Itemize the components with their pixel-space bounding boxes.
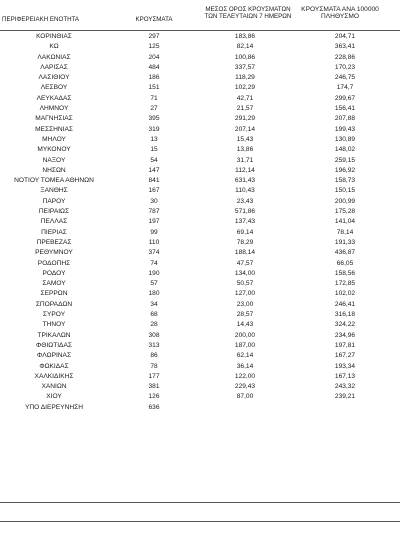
cell-region: ΡΟΔΟΥ [42, 269, 66, 277]
table-row [0, 156, 400, 166]
cell-region: ΣΕΡΡΩΝ [40, 290, 68, 298]
cell-region: ΤΡΙΚΑΛΩΝ [37, 331, 71, 339]
cell-seven-day-average: 110,43 [235, 187, 255, 195]
cell-seven-day-average: 36,14 [236, 362, 254, 370]
cell-cases: 27 [150, 105, 158, 113]
cell-region: ΠΕΙΡΑΙΩΣ [38, 208, 70, 216]
cell-per-100000: 228,86 [334, 53, 356, 61]
cell-seven-day-average: 188,14 [234, 249, 256, 257]
cell-cases: 177 [148, 372, 160, 380]
cell-per-100000: 246,41 [334, 300, 356, 308]
cell-cases: 54 [150, 156, 158, 164]
table-row [0, 207, 400, 217]
cell-per-100000: 167,27 [334, 352, 356, 360]
cell-seven-day-average: 23,00 [236, 300, 254, 308]
cell-seven-day-average: 127,00 [234, 290, 256, 298]
cell-region: ΛΑΣΙΘΙΟΥ [38, 74, 70, 82]
cell-region: ΚΟΡΙΝΘΙΑΣ [36, 33, 72, 40]
cell-region: ΜΕΣΣΗΝΙΑΣ [35, 125, 73, 133]
cell-cases: 30 [150, 197, 158, 205]
cell-region: ΠΕΛΛΑΣ [40, 218, 68, 226]
cell-seven-day-average: 118,29 [235, 74, 255, 82]
table-row [0, 320, 400, 330]
cell-cases: 787 [148, 208, 160, 216]
cell-seven-day-average: 100,86 [234, 53, 256, 61]
cell-per-100000: 175,28 [334, 208, 356, 216]
cell-region: ΛΑΡΙΣΑΣ [40, 63, 68, 71]
header-region: ΠΕΡΙΦΕΡΕΙΑΚΗ ΕΝΟΤΗΤΑ [2, 16, 80, 23]
cell-cases: 484 [148, 63, 160, 71]
cell-region: ΦΛΩΡΙΝΑΣ [36, 352, 72, 360]
table-row [0, 351, 400, 361]
table-row [0, 269, 400, 279]
cell-cases: 78 [150, 362, 158, 370]
cell-per-100000: 141,04 [334, 218, 356, 226]
cell-region: ΧΑΝΙΩΝ [41, 383, 67, 391]
cell-cases: 297 [148, 33, 160, 40]
table-row [0, 289, 400, 299]
cell-per-100000: 167,13 [334, 372, 356, 380]
table-row [0, 362, 400, 372]
cell-seven-day-average: 134,00 [234, 269, 256, 277]
cell-cases: 167 [148, 187, 160, 195]
cell-cases: 190 [148, 269, 160, 277]
cell-cases: 395 [148, 115, 160, 123]
cell-per-100000: 246,75 [334, 74, 356, 82]
table-row [0, 259, 400, 269]
cell-seven-day-average: 62,14 [236, 352, 254, 360]
table-row [0, 125, 400, 135]
cell-seven-day-average: 112,14 [235, 166, 255, 174]
cell-seven-day-average: 15,43 [236, 135, 254, 143]
cell-seven-day-average: 291,29 [234, 115, 256, 123]
cell-cases: 180 [148, 290, 160, 298]
table-row [0, 310, 400, 320]
cell-seven-day-average: 122,00 [234, 372, 256, 380]
cell-cases: 86 [150, 352, 158, 360]
cell-per-100000: 130,89 [334, 135, 356, 143]
cell-region: ΦΩΚΙΔΑΣ [39, 362, 69, 370]
table-row [0, 331, 400, 341]
cell-region: ΥΠΟ ΔΙΕΡΕΥΝΗΣΗ [25, 403, 83, 411]
table-row [0, 94, 400, 104]
table-row [0, 228, 400, 238]
cell-per-100000: 172,85 [334, 280, 356, 288]
cell-per-100000: 78,14 [336, 228, 354, 236]
cell-region: ΦΘΙΩΤΙΔΑΣ [36, 341, 72, 349]
table-row [0, 197, 400, 207]
cell-cases: 99 [150, 228, 158, 236]
cell-region: ΝΟΤΙΟΥ ΤΟΜΕΑ ΑΘΗΝΩΝ [14, 177, 94, 185]
cell-region: ΜΥΚΟΝΟΥ [37, 146, 71, 154]
cell-per-100000: 363,41 [334, 43, 356, 51]
cell-region: ΛΑΚΩΝΙΑΣ [37, 53, 71, 61]
table-row [0, 73, 400, 83]
header-per-line1: ΚΡΟΥΣΜΑΤΑ ΑΝΑ 100000 [301, 6, 379, 13]
header-per-100000 [290, 6, 390, 21]
cell-per-100000: 156,41 [334, 105, 356, 113]
cell-seven-day-average: 571,86 [234, 208, 256, 216]
cell-region: ΛΗΜΝΟΥ [39, 105, 69, 113]
header-avg-line1: ΜΕΣΟΣ ΟΡΟΣ ΚΡΟΥΣΜΑΤΩΝ [205, 6, 291, 13]
table-row [0, 279, 400, 289]
cell-seven-day-average: 42,71 [236, 94, 254, 102]
cell-per-100000: 200,99 [334, 197, 356, 205]
cell-cases: 186 [148, 74, 160, 82]
cell-region: ΞΑΝΘΗΣ [40, 187, 68, 195]
cell-region: ΣΠΟΡΑΔΩΝ [35, 300, 73, 308]
cell-seven-day-average: 87,00 [236, 393, 254, 401]
cell-per-100000: 170,23 [334, 63, 356, 71]
cell-per-100000: 66,05 [336, 259, 354, 267]
cell-region: ΛΕΣΒΟΥ [40, 84, 68, 92]
cell-cases: 126 [148, 393, 160, 401]
cell-per-100000: 316,18 [334, 311, 356, 319]
cell-region: ΜΗΛΟΥ [42, 135, 66, 143]
cell-cases: 110 [148, 238, 160, 246]
cell-seven-day-average: 28,57 [236, 311, 254, 319]
cell-seven-day-average: 102,29 [234, 84, 256, 92]
cell-cases: 313 [148, 341, 160, 349]
cell-cases: 34 [150, 300, 158, 308]
cell-per-100000: 234,96 [334, 331, 356, 339]
cell-cases: 636 [148, 403, 160, 411]
table-row [0, 382, 400, 392]
cell-region: ΝΗΣΩΝ [42, 166, 66, 174]
cell-cases: 15 [150, 146, 158, 154]
header-avg-line2: ΤΩΝ ΤΕΛΕΥΤΑΙΩΝ 7 ΗΜΕΡΩΝ [204, 13, 292, 20]
table-row [0, 114, 400, 124]
header-cases: ΚΡΟΥΣΜΑΤΑ [135, 16, 173, 23]
cell-region: ΝΑΞΟΥ [42, 156, 66, 164]
table-row [0, 238, 400, 248]
cell-cases: 841 [148, 177, 160, 185]
cell-per-100000: 196,92 [334, 166, 356, 174]
table-row [0, 104, 400, 114]
cell-cases: 147 [148, 166, 160, 174]
cell-region: ΤΗΝΟΥ [42, 321, 66, 329]
cell-seven-day-average: 187,00 [234, 341, 256, 349]
table-row [0, 83, 400, 93]
cell-cases: 197 [148, 218, 160, 226]
table-row [0, 166, 400, 176]
table-row [0, 300, 400, 310]
cell-seven-day-average: 631,43 [234, 177, 256, 185]
table-row [0, 145, 400, 155]
cell-cases: 381 [148, 383, 160, 391]
cell-per-100000: 324,22 [334, 321, 356, 329]
table-row [0, 341, 400, 351]
cell-per-100000: 239,21 [334, 393, 356, 401]
cell-per-100000: 158,73 [334, 177, 356, 185]
cell-per-100000: 197,81 [334, 341, 356, 349]
cell-per-100000: 193,34 [334, 362, 356, 370]
cell-region: ΡΟΔΟΠΗΣ [37, 259, 71, 267]
cell-seven-day-average: 31,71 [236, 156, 254, 164]
table-row [0, 392, 400, 402]
header-seven-day-average [198, 6, 298, 20]
cell-per-100000: 191,33 [334, 238, 356, 246]
cell-region: ΧΙΟΥ [46, 393, 62, 401]
cell-seven-day-average: 69,14 [236, 228, 254, 236]
table-body [0, 32, 400, 413]
cell-per-100000: 199,43 [334, 125, 356, 133]
table-row [0, 135, 400, 145]
cell-region: ΛΕΥΚΑΔΑΣ [36, 94, 72, 102]
cell-per-100000: 158,56 [334, 269, 356, 277]
table-row [0, 32, 400, 42]
cell-cases: 151 [148, 84, 160, 92]
cell-region: ΚΩ [49, 43, 59, 51]
cell-region: ΠΙΕΡΙΑΣ [41, 228, 67, 236]
table-row [0, 42, 400, 52]
cell-cases: 125 [148, 43, 160, 51]
cell-cases: 57 [150, 280, 158, 288]
cell-seven-day-average: 21,57 [236, 105, 254, 113]
cell-region: ΠΡΕΒΕΖΑΣ [36, 238, 72, 246]
cell-cases: 28 [150, 321, 158, 329]
cell-per-100000: 243,32 [334, 383, 356, 391]
cell-seven-day-average: 137,43 [234, 218, 256, 226]
cell-seven-day-average: 13,86 [236, 146, 254, 154]
table-row [0, 63, 400, 73]
header-per-line2: ΠΛΗΘΥΣΜΟ [321, 13, 359, 21]
cell-seven-day-average: 200,00 [234, 331, 256, 339]
cell-seven-day-average: 23,43 [236, 197, 254, 205]
cell-cases: 13 [150, 135, 158, 143]
cell-per-100000: 174,7 [336, 84, 354, 92]
footer-divider-bottom [0, 521, 400, 522]
cell-cases: 71 [150, 94, 158, 102]
cell-seven-day-average: 229,43 [234, 383, 256, 391]
cell-seven-day-average: 337,57 [234, 63, 256, 71]
cell-region: ΡΕΘΥΜΝΟΥ [35, 249, 73, 257]
table-row [0, 403, 400, 413]
cell-seven-day-average: 207,14 [234, 125, 256, 133]
table-row [0, 186, 400, 196]
cell-cases: 204 [148, 53, 160, 61]
table-row [0, 176, 400, 186]
cell-per-100000: 299,67 [334, 94, 356, 102]
table-row [0, 248, 400, 258]
table-row [0, 372, 400, 382]
cell-seven-day-average: 183,86 [234, 33, 256, 40]
cell-seven-day-average: 50,57 [236, 280, 254, 288]
header-divider [0, 30, 400, 31]
cell-cases: 68 [150, 311, 158, 319]
cell-region: ΠΑΡΟΥ [42, 197, 66, 205]
cell-region: ΣΥΡΟΥ [42, 311, 66, 319]
cell-per-100000: 150,15 [334, 187, 356, 195]
cell-seven-day-average: 47,57 [236, 259, 254, 267]
cell-seven-day-average: 14,43 [236, 321, 254, 329]
cell-seven-day-average: 78,29 [236, 238, 254, 246]
cell-per-100000: 207,88 [334, 115, 356, 123]
cell-cases: 74 [150, 259, 158, 267]
table-row [0, 217, 400, 227]
cell-region: ΧΑΛΚΙΔΙΚΗΣ [34, 372, 74, 380]
cell-per-100000: 259,15 [334, 156, 356, 164]
cell-cases: 308 [148, 331, 160, 339]
cell-per-100000: 148,02 [334, 146, 356, 154]
cell-region: ΣΑΜΟΥ [42, 280, 66, 288]
cell-region: ΜΑΓΝΗΣΙΑΣ [35, 115, 73, 123]
cell-seven-day-average: 82,14 [236, 43, 254, 51]
cell-cases: 319 [148, 125, 160, 133]
cell-per-100000: 102,02 [334, 290, 356, 298]
footer-divider-top [0, 502, 400, 503]
cell-cases: 374 [148, 249, 160, 257]
cell-per-100000: 436,87 [334, 249, 356, 257]
table-row [0, 53, 400, 63]
cell-per-100000: 204,71 [334, 33, 356, 40]
